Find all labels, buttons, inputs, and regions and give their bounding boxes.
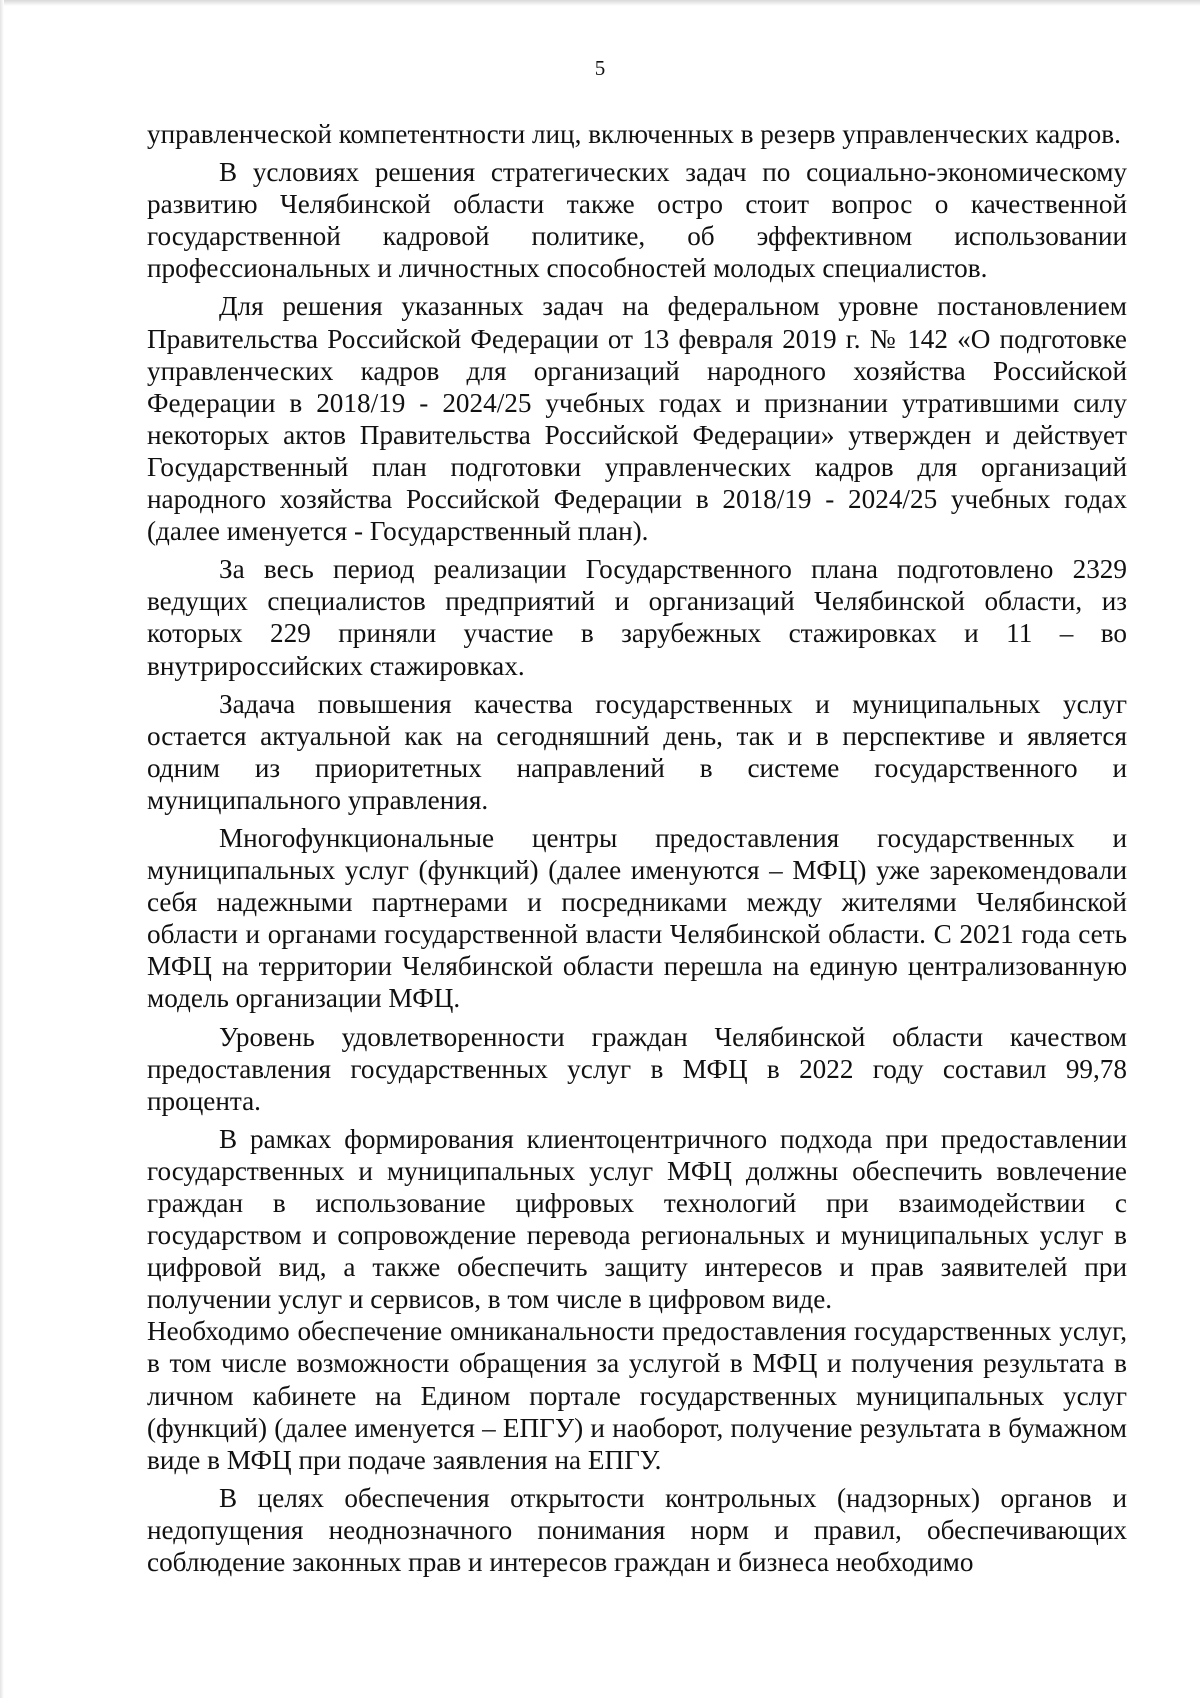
paragraph-satisfaction-level: Уровень удовлетворенности граждан Челябинской области качеством предоставления государственных услуг в МФЦ в 2022 году составил 99,78 процента.	[147, 1021, 1127, 1116]
paragraph-service-quality: Задача повышения качества государственных и муниципальных услуг остается актуальной как на сегодняшний день, так и в перспективе и является одним из приоритетных направлений в системе государственного и муниципального управления.	[147, 688, 1127, 815]
paragraph-strategic-tasks: В условиях решения стратегических задач по социально-экономическому развитию Челябинской области также остро стоит вопрос о качественной государственной кадровой политике, об эффективном использовании профессиональных и личностных способностей молодых специалистов.	[147, 157, 1127, 284]
paragraph-control-bodies: В целях обеспечения открытости контрольных (надзорных) органов и недопущения неоднозначного понимания норм и правил, обеспечивающих соблюдение законных прав и интересов граждан и бизнеса необходимо	[147, 1482, 1127, 1578]
paragraph-federal-resolution: Для решения указанных задач на федеральном уровне постановлением Правительства Российской Федерации от 13 февраля 2019 г. № 142 «О подготовке управленческих кадров для организаций народного хозяйства Российской Федерации в 2018/19 - 2024/25 учебных годах и признании утратившими силу некоторых актов Правительства Российской Федерации» утвержден и действует Государственный план подготовки управленческих кадров для организаций народного хозяйства Российской Федерации в 2018/19 - 2024/25 учебных годах (далее именуется - Государственный план).	[147, 291, 1127, 547]
paragraph-client-centric: В рамках формирования клиентоцентричного подхода при предоставлении государственных и муниципальных услуг МФЦ должны обеспечить вовлечение граждан в использование цифровых технологий при взаимодействии с государством и сопровождение перевода региональных и муниципальных услуг в цифровой вид, а также обеспечить защиту интересов и прав заявителей при получении услуг и сервисов, в том числе в цифровом виде.	[147, 1123, 1127, 1315]
paragraph-plan-results: За весь период реализации Государственного плана подготовлено 2329 ведущих специалистов предприятий и организаций Челябинской области, из которых 229 приняли участие в зарубежных стажировках и 11 – во внутрироссийских стажировках.	[147, 554, 1127, 681]
scan-edge-left	[0, 0, 4, 1698]
document-body	[147, 118, 1127, 1584]
page-number: 5	[594, 56, 606, 80]
paragraph-continuation: управленческой компетентности лиц, включенных в резерв управленческих кадров.	[147, 119, 1121, 149]
scan-edge-top	[0, 0, 1200, 6]
paragraph-mfc-centers: Многофункциональные центры предоставления государственных и муниципальных услуг (функций) (далее именуются – МФЦ) уже зарекомендовали себя надежными партнерами и посредниками между жителями Челябинской области и органами государственной власти Челябинской области. С 2021 года сеть МФЦ на территории Челябинской области перешла на единую централизованную модель организации МФЦ.	[147, 822, 1127, 1014]
paragraph-omnichannel: Необходимо обеспечение омниканальности предоставления государственных услуг, в том числе возможности обращения за услугой в МФЦ и получения результата в личном кабинете на Едином портале государственных муниципальных услуг (функций) (далее именуется – ЕПГУ) и наоборот, получение результата в бумажном виде в МФЦ при подаче заявления на ЕПГУ.	[147, 1316, 1127, 1475]
